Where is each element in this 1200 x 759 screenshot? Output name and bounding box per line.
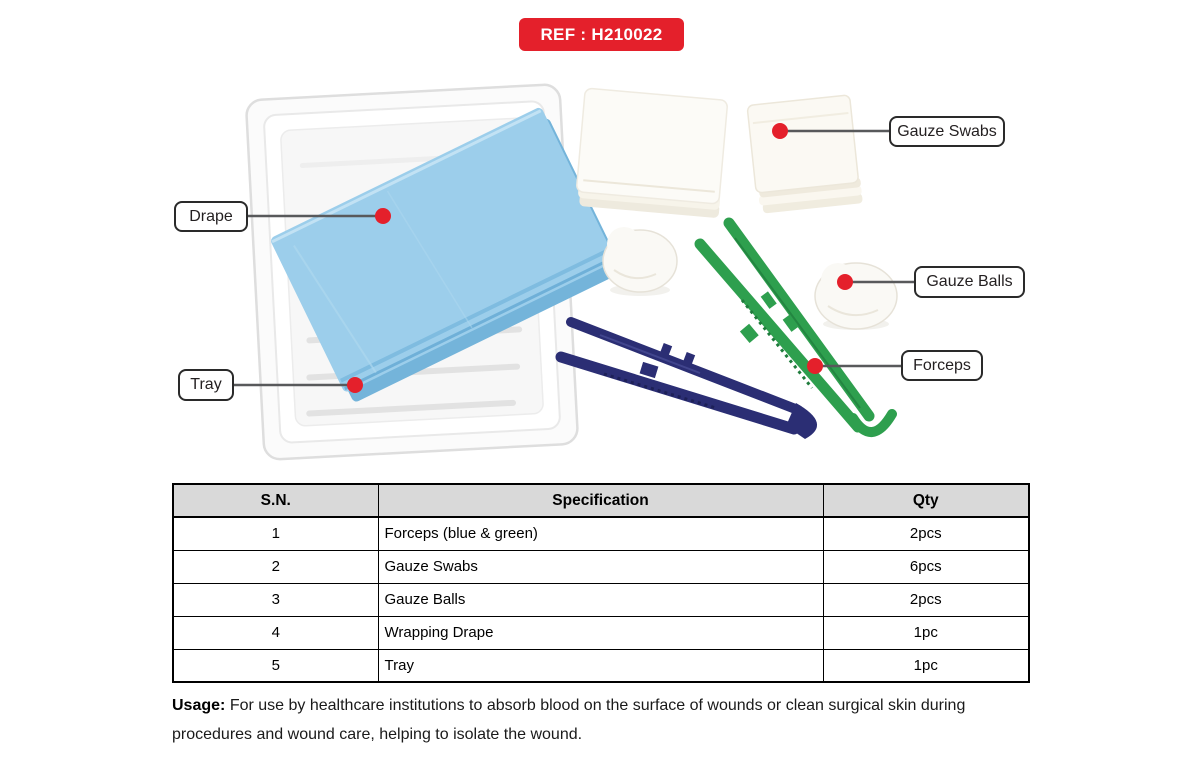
cell-qty: 6pcs: [823, 550, 1029, 583]
table-row: [173, 550, 1029, 583]
cell-spec: Gauze Swabs: [378, 550, 823, 583]
specification-table: [172, 483, 1030, 683]
gauze-swabs-image: [575, 88, 729, 218]
cell-spec: Tray: [378, 649, 823, 682]
cell-sn: 1: [173, 517, 378, 550]
usage-body: For use by healthcare institutions to absorb blood on the surface of wounds or clean surgical skin during procedures and wound care, helping to isolate the wound.: [172, 697, 966, 743]
cell-qty: 1pc: [823, 649, 1029, 682]
header-qty: Qty: [823, 484, 1029, 517]
cell-qty: 1pc: [823, 616, 1029, 649]
cell-sn: 4: [173, 616, 378, 649]
cell-qty: 2pcs: [823, 583, 1029, 616]
cell-spec: Gauze Balls: [378, 583, 823, 616]
header-specification: Specification: [378, 484, 823, 517]
gauze-swabs-small-image: [747, 95, 863, 214]
ref-badge: REF : H210022: [519, 18, 684, 51]
cell-sn: 2: [173, 550, 378, 583]
callout-label-gauze-balls: Gauze Balls: [914, 266, 1025, 298]
table-row: [173, 616, 1029, 649]
callout-label-gauze-swabs: Gauze Swabs: [889, 116, 1005, 147]
cell-spec: Wrapping Drape: [378, 616, 823, 649]
cell-qty: 2pcs: [823, 517, 1029, 550]
usage-text: [172, 691, 994, 749]
gauze-ball-image: [603, 227, 677, 296]
header-sn: S.N.: [173, 484, 378, 517]
table-header-row: [173, 484, 1029, 517]
cell-sn: 3: [173, 583, 378, 616]
table-row: [173, 649, 1029, 682]
callout-label-tray: Tray: [178, 369, 234, 401]
usage-label: Usage:: [172, 697, 226, 714]
callout-label-drape: Drape: [174, 201, 248, 232]
callout-label-forceps: Forceps: [901, 350, 983, 381]
cell-spec: Forceps (blue & green): [378, 517, 823, 550]
table-row: [173, 517, 1029, 550]
cell-sn: 5: [173, 649, 378, 682]
gauze-ball-image: [815, 263, 897, 330]
table-row: [173, 583, 1029, 616]
